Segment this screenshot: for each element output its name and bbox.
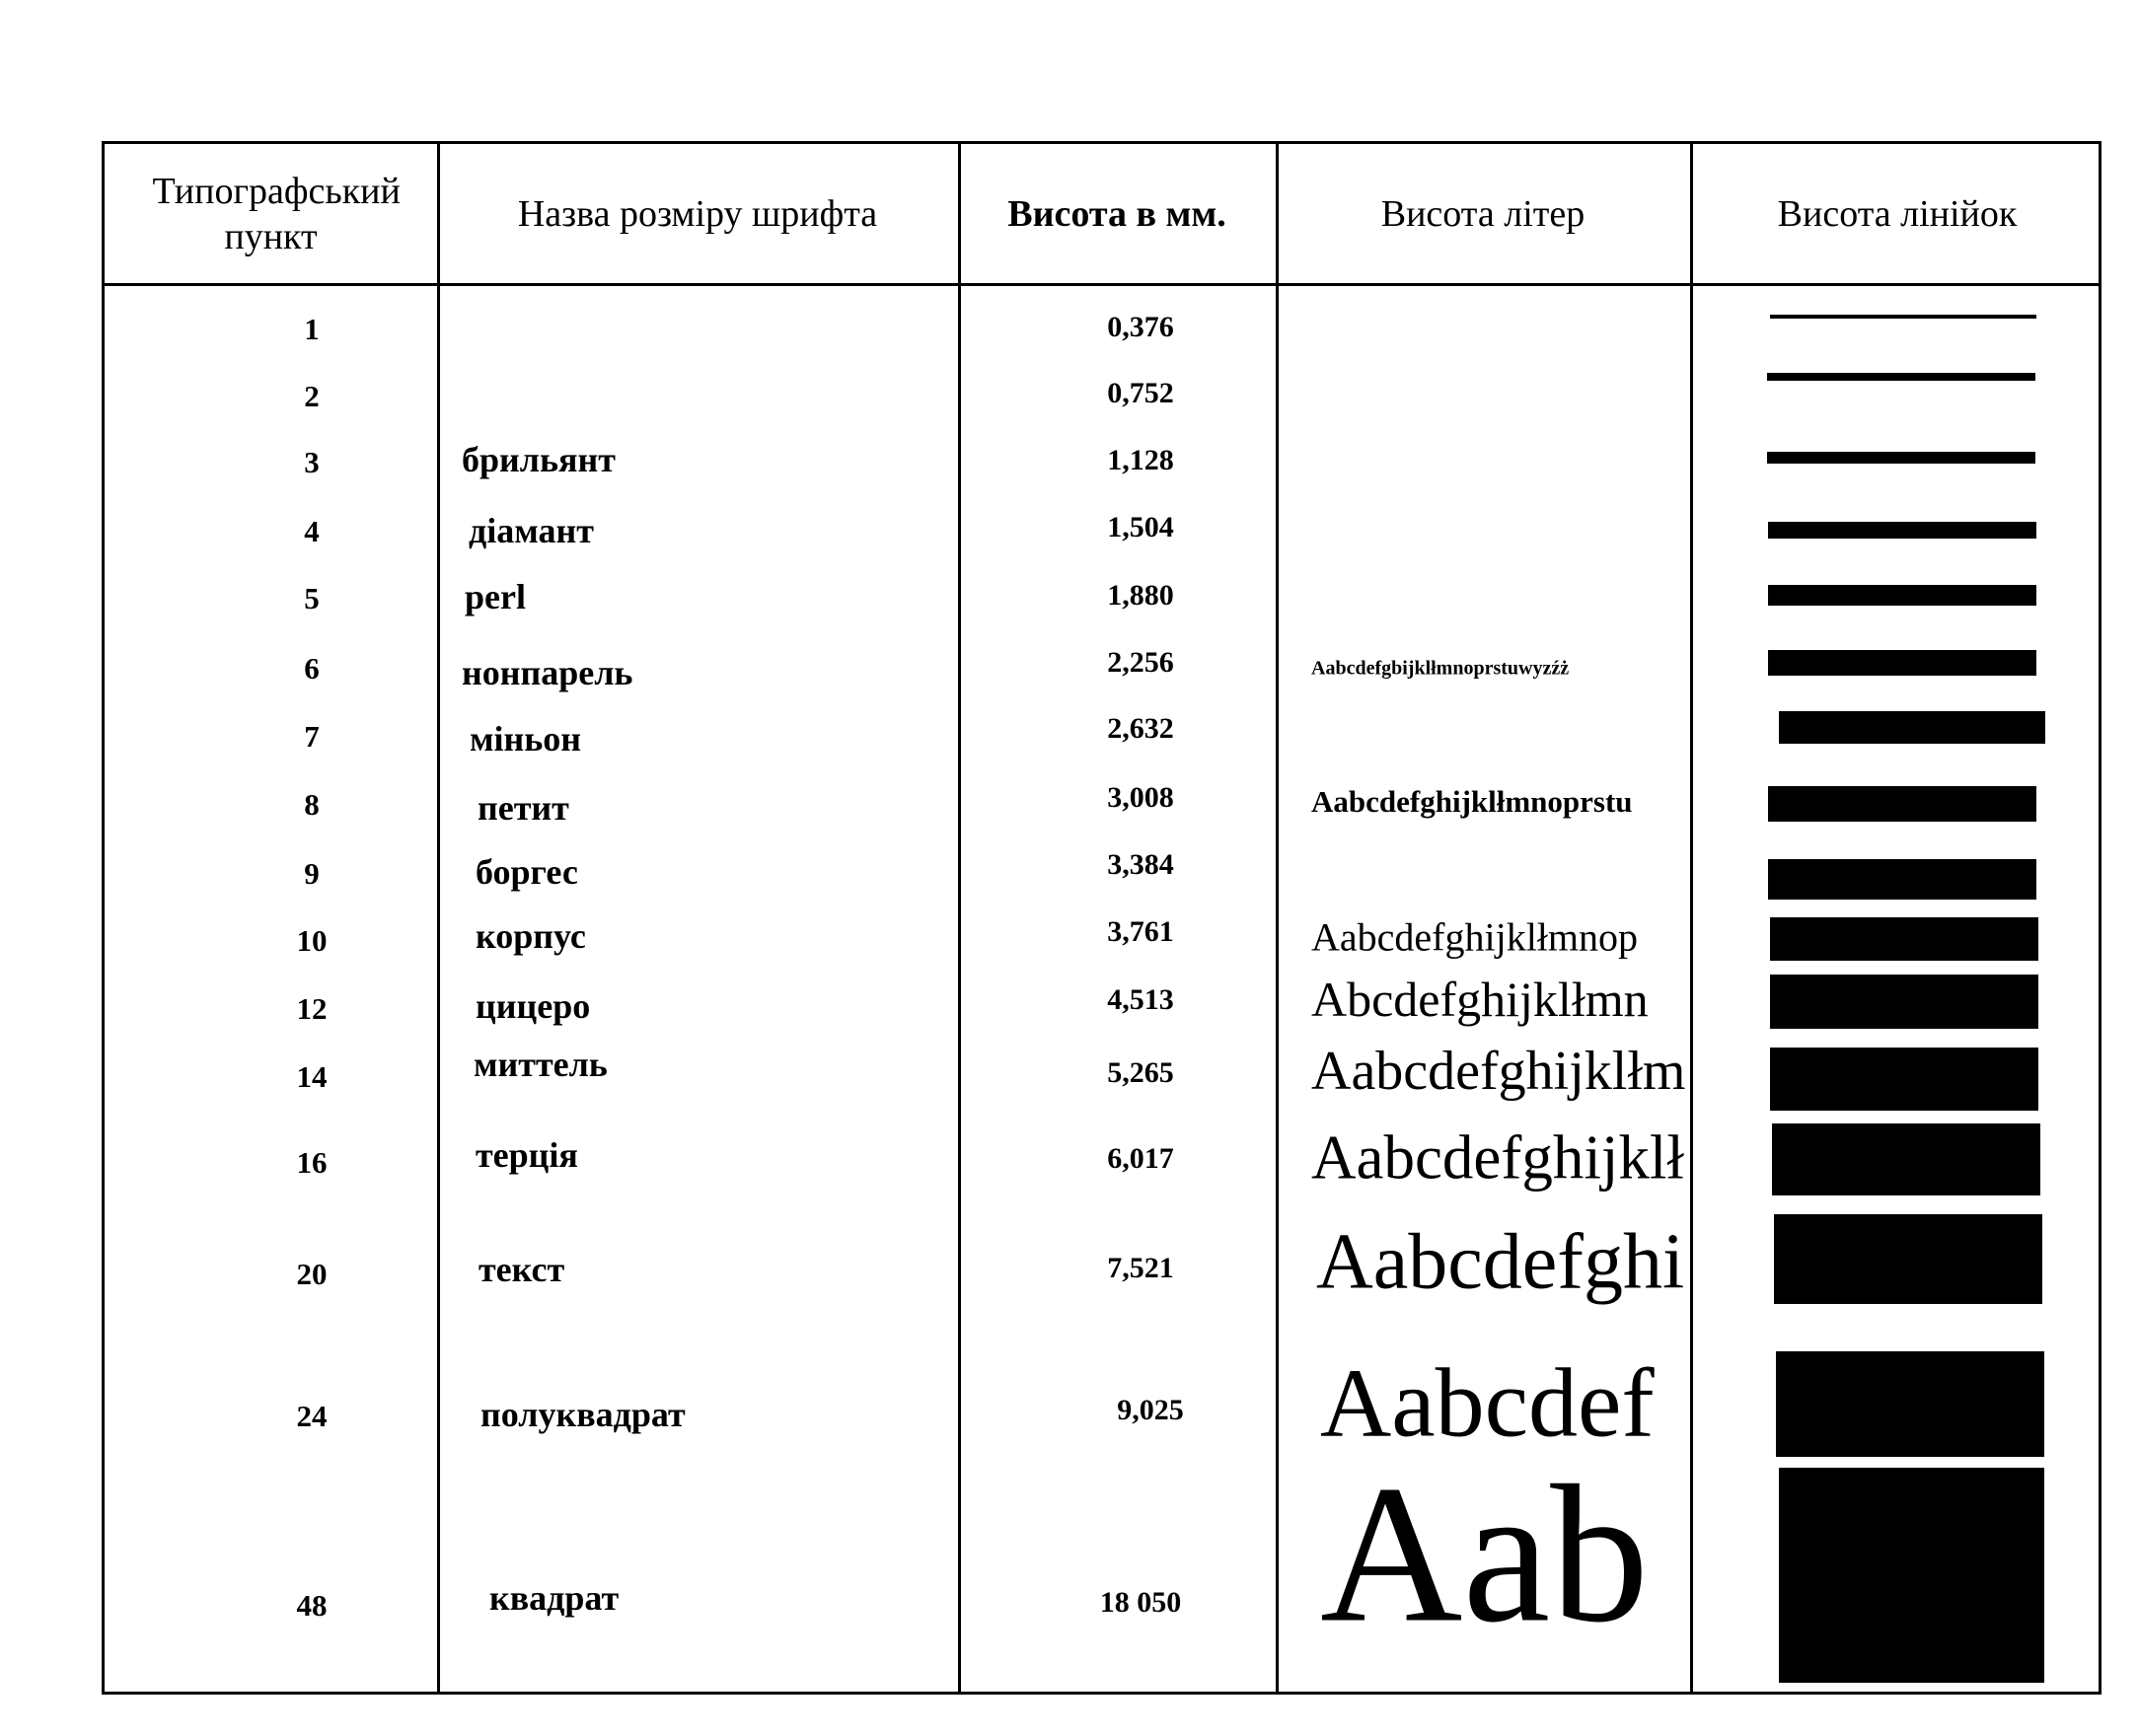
size-name: корпус — [476, 916, 586, 956]
size-name: полуквадрат — [480, 1395, 686, 1434]
typography-table — [102, 141, 2102, 1695]
header-name: Назва розміру шрифта — [517, 192, 878, 235]
point-value: 14 — [296, 1059, 328, 1094]
point-value: 48 — [296, 1588, 328, 1623]
letter-sample: Aabcdefghijklł — [1311, 1122, 1684, 1193]
size-name: текст — [479, 1250, 565, 1289]
rule-sample — [1772, 1123, 2040, 1195]
point-value: 10 — [296, 923, 328, 958]
size-name: терція — [476, 1135, 578, 1175]
size-name: perl — [465, 577, 526, 616]
letter-sample: Aabcdef — [1320, 1347, 1655, 1458]
header-rules: Висота лінійок — [1777, 192, 2018, 235]
point-value: 1 — [304, 312, 320, 346]
header-height-mm: Висота в мм. — [1007, 192, 1226, 235]
rule-sample — [1770, 1048, 2038, 1111]
height-mm-value: 0,376 — [1107, 311, 1174, 343]
rule-sample — [1770, 315, 2036, 319]
column-divider — [1276, 144, 1279, 1692]
size-name: міньон — [470, 719, 582, 759]
rule-sample — [1768, 522, 2036, 539]
height-mm-value: 1,504 — [1107, 511, 1174, 543]
point-value: 6 — [304, 651, 320, 686]
rule-sample — [1767, 373, 2035, 381]
size-name: цицеро — [476, 986, 591, 1026]
size-name: діамант — [469, 511, 594, 550]
letter-sample: Aabcdefghijklłmnoprstu — [1311, 784, 1633, 819]
size-name: квадрат — [489, 1578, 620, 1618]
height-mm-value: 2,632 — [1107, 712, 1174, 745]
letter-sample: Aabcdefghi — [1316, 1218, 1685, 1306]
height-mm-value: 3,761 — [1107, 915, 1174, 948]
size-name: боргес — [476, 852, 578, 892]
height-mm-value: 2,256 — [1107, 646, 1174, 679]
point-value: 7 — [304, 719, 320, 754]
height-mm-value: 5,265 — [1107, 1056, 1174, 1089]
height-mm-value: 3,008 — [1107, 781, 1174, 814]
rule-sample — [1767, 452, 2035, 464]
height-mm-value: 3,384 — [1107, 848, 1174, 881]
height-mm-value: 7,521 — [1107, 1252, 1174, 1284]
rule-sample — [1776, 1351, 2044, 1457]
column-divider — [437, 144, 440, 1692]
rule-sample — [1779, 711, 2045, 744]
size-name: нонпарель — [462, 653, 633, 692]
point-value: 3 — [304, 445, 320, 479]
letter-sample: Aab — [1320, 1445, 1650, 1664]
letter-sample: Aabcdefghijklłm — [1311, 1041, 1686, 1102]
height-mm-value: 0,752 — [1107, 377, 1174, 409]
size-name: брильянт — [462, 440, 616, 479]
height-mm-value: 18 050 — [1099, 1586, 1182, 1619]
size-name: миттель — [474, 1045, 608, 1084]
height-mm-value: 1,880 — [1107, 579, 1174, 612]
point-value: 24 — [296, 1399, 328, 1433]
point-value: 16 — [296, 1145, 328, 1180]
letter-sample: Aabcdefghijklłmnop — [1311, 914, 1639, 960]
point-value: 4 — [304, 514, 320, 548]
height-mm-value: 1,128 — [1107, 444, 1174, 476]
letter-sample: Aabcdefgbijklłmnoprstuwyzźż — [1311, 657, 1570, 680]
rule-sample — [1768, 585, 2036, 606]
rule-sample — [1774, 1214, 2042, 1304]
height-mm-value: 9,025 — [1117, 1394, 1184, 1426]
rule-sample — [1770, 975, 2038, 1029]
point-value: 9 — [304, 856, 320, 891]
header-divider — [105, 283, 2099, 286]
height-mm-value: 4,513 — [1107, 983, 1174, 1016]
rule-sample — [1768, 650, 2036, 676]
column-divider — [1690, 144, 1693, 1692]
header-point: Типографський пункт — [152, 170, 401, 257]
height-mm-value: 6,017 — [1107, 1142, 1174, 1175]
rule-sample — [1779, 1468, 2044, 1683]
point-value: 2 — [304, 379, 320, 413]
header-letters: Висота літер — [1380, 192, 1586, 235]
point-value: 20 — [296, 1257, 328, 1291]
rule-sample — [1768, 859, 2036, 900]
letter-sample: Abcdefghijklłmn — [1311, 972, 1649, 1027]
rule-sample — [1768, 786, 2036, 822]
point-value: 5 — [304, 581, 320, 615]
point-value: 12 — [296, 991, 328, 1026]
size-name: петит — [478, 788, 569, 828]
point-value: 8 — [304, 787, 320, 822]
rule-sample — [1770, 917, 2038, 961]
column-divider — [958, 144, 961, 1692]
